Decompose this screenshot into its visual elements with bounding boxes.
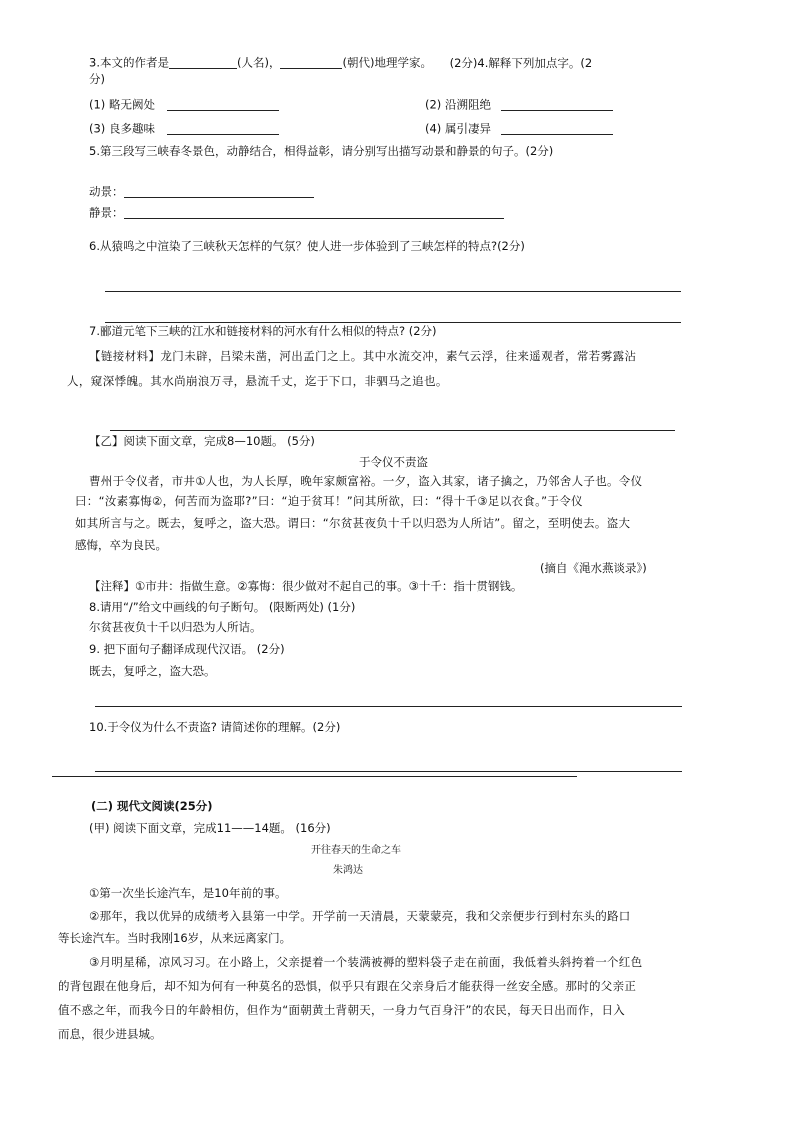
answer-blank[interactable] (169, 56, 237, 69)
question-8: 8.请用“/”给文中画线的句子断句。 (限断两处) (1分) (89, 600, 356, 614)
question-5: 5.第三段写三峡春冬景色，动静结合，相得益彰，请分别写出描写动景和静景的句子。(2分) (89, 144, 554, 158)
q5-dong (89, 185, 314, 198)
yi-paragraph-line: 感悔，卒为良民。 (75, 538, 167, 552)
q7-material-line-2: 人，窥深悸魄。其水尚崩浪万寻，悬流千丈，迄于下口，非驷马之追也。 (67, 374, 448, 388)
q5-dong-label: 动景： (89, 184, 124, 199)
q8-sentence: 尔贫甚夜负十千以归恐为人所诘。 (89, 620, 262, 634)
article-paragraph-line: 值不惑之年，而我今日的年龄相仿，但作为“面朝黄土背朝天，一身力气百身汗”的农民，每天日出而作，日入 (58, 1003, 626, 1017)
yi-header: 【乙】阅读下面文章，完成8—10题。 (5分) (89, 434, 315, 448)
yi-source: (摘自《渑水燕谈录》) (540, 561, 647, 575)
question-6: 6.从猿鸣之中渲染了三峡秋天怎样的气氛？使人进一步体验到了三峡怎样的特点?(2分) (89, 239, 525, 253)
question-7: 7.郦道元笔下三峡的江水和链接材料的河水有什么相似的特点? (2分) (89, 324, 437, 338)
modern-subheader: (甲) 阅读下面文章，完成11——14题。 (16分) (89, 821, 331, 835)
q4-item-4 (425, 122, 613, 135)
q4-item-label: (4) 属引凄异 (425, 121, 491, 136)
answer-line[interactable] (105, 322, 681, 323)
yi-paragraph-line: 曰：“汝素寡悔②，何苦而为盗耶?”曰：“迫于贫耳！”问其所欲，曰：“得十千③足以衣食。”于令仪 (75, 494, 583, 508)
modern-header: (二) 现代文阅读(25分) (91, 799, 213, 813)
q4-item-3 (89, 122, 279, 135)
q7-material-line-1: 【链接材料】龙门未辟，吕梁未凿，河出孟门之上。其中水流交冲，素气云浮，往来遥观者，常若雾露沾 (89, 349, 637, 363)
section-divider (52, 776, 577, 777)
answer-blank[interactable] (124, 206, 504, 219)
q4-item-label: (1) 略无阙处 (89, 97, 155, 112)
article-paragraph-line: 的背包跟在他身后，却不知为何有一种莫名的恐惧，似乎只有跟在父亲身后才能获得一丝安全感。那时的父亲正 (58, 979, 637, 993)
article-paragraph-line: 而息，很少进县城。 (58, 1027, 162, 1041)
article-paragraph-line: 等长途汽车。当时我刚16岁，从来远离家门。 (58, 931, 292, 945)
article-paragraph-line: ③月明星稀，凉风习习。在小路上，父亲提着一个装满被褥的塑料袋子走在前面，我低着头斜挎着一个红色 (89, 955, 643, 969)
article-paragraph-1: ①第一次坐长途汽车，是10年前的事。 (89, 886, 287, 900)
q3-blank1-suffix: (人名)， (236, 55, 281, 70)
question-3 (89, 56, 592, 69)
q5-jing (89, 206, 504, 219)
answer-line[interactable] (95, 706, 682, 707)
q4-item-1 (89, 98, 279, 111)
answer-blank[interactable] (501, 122, 613, 135)
answer-blank[interactable] (124, 185, 314, 198)
yi-title: 于令仪不责盗 (359, 455, 428, 469)
answer-line[interactable] (110, 430, 675, 431)
q4-item-label: (3) 良多趣味 (89, 121, 155, 136)
answer-blank[interactable] (167, 122, 279, 135)
question-9: 9. 把下面句子翻译成现代汉语。 (2分) (89, 642, 285, 656)
yi-paragraph-line: 曹州于令仪者，市井①人也，为人长厚，晚年家颇富裕。一夕，盗入其家，诸子擒之，乃邻舍人子也。令仪 (89, 474, 643, 488)
q5-jing-label: 静景： (89, 205, 124, 220)
q3-prefix: 3.本文的作者是 (89, 55, 169, 70)
q3-blank2-suffix: (朝代)地理学家。 (342, 55, 432, 70)
answer-blank[interactable] (280, 56, 342, 69)
answer-line[interactable] (105, 291, 681, 292)
article-author: 朱鸿达 (333, 865, 363, 876)
answer-blank[interactable] (167, 98, 279, 111)
yi-paragraph-line: 如其所言与之。既去，复呼之，盗大恐。谓曰：“尔贫甚夜负十千以归恐为人所诘”。留之，至明使去。盗大 (75, 516, 631, 530)
q3-continuation: 分) (89, 72, 105, 86)
article-title: 开往春天的生命之车 (311, 845, 401, 856)
article-paragraph-line: ②那年，我以优异的成绩考入县第一中学。开学前一天清晨，天蒙蒙亮，我和父亲便步行到村东头的路口 (89, 909, 631, 923)
q4-item-2 (425, 98, 613, 111)
question-10: 10.于令仪为什么不责盗? 请简述你的理解。(2分) (89, 720, 341, 734)
answer-line[interactable] (95, 771, 682, 772)
q4-item-label: (2) 沿溯阻绝 (425, 97, 491, 112)
answer-blank[interactable] (501, 98, 613, 111)
q3-score-q4: (2分)4.解释下列加点字。(2 (449, 55, 593, 70)
q9-sentence: 既去，复呼之，盗大恐。 (89, 664, 216, 678)
yi-notes: 【注释】①市井：指做生意。②寡悔：很少做对不起自己的事。③十千：指十贯钢钱。 (89, 579, 523, 593)
